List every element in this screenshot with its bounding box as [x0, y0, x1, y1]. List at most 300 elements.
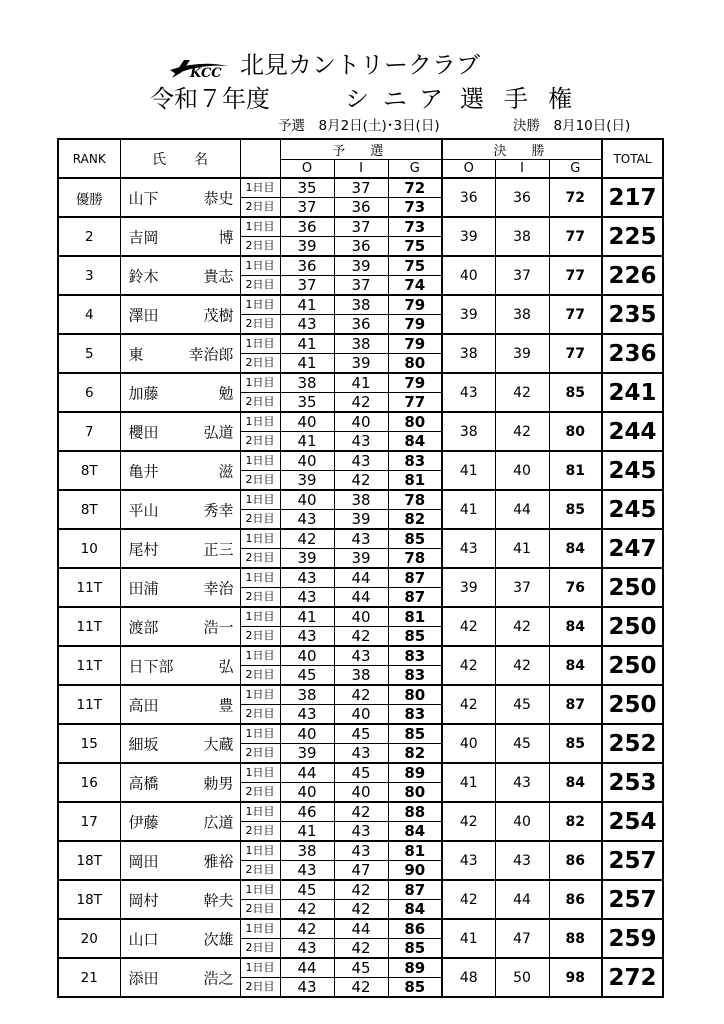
day2-label: 2日目 [240, 861, 280, 881]
tournament-year: 令和７年度 [150, 85, 270, 113]
player-rank: 18T [58, 880, 120, 919]
day1-out: 45 [280, 880, 334, 900]
qualifying-dates: 予選 8月2日(土)･3日(日) [278, 118, 440, 134]
final-gross: 98 [549, 958, 602, 997]
day1-label: 1日目 [240, 685, 280, 705]
player-rank: 18T [58, 841, 120, 880]
final-out: 41 [442, 763, 495, 802]
player-row [58, 217, 663, 237]
day1-out: 40 [280, 490, 334, 510]
results-body [58, 178, 663, 997]
final-gross: 72 [549, 178, 602, 217]
day1-in: 39 [334, 256, 388, 276]
qualifying-gross-header: G [388, 160, 442, 179]
player-given-name: 勉 [218, 384, 234, 402]
day2-gross: 77 [388, 393, 442, 413]
day1-label: 1日目 [240, 490, 280, 510]
final-out: 41 [442, 919, 495, 958]
final-out: 38 [442, 334, 495, 373]
day2-out: 41 [280, 432, 334, 452]
player-name [120, 295, 240, 334]
final-gross: 84 [549, 607, 602, 646]
day2-in: 42 [334, 627, 388, 647]
day2-label: 2日目 [240, 549, 280, 569]
player-surname: 吉岡 [128, 228, 159, 246]
player-rank: 2 [58, 217, 120, 256]
day2-in: 43 [334, 822, 388, 842]
day2-in: 42 [334, 939, 388, 959]
day1-gross: 81 [388, 607, 442, 627]
player-surname: 細坂 [128, 735, 159, 753]
player-surname: 加藤 [128, 384, 159, 402]
final-in: 44 [495, 490, 549, 529]
day2-out: 35 [280, 393, 334, 413]
tournament-title [0, 83, 724, 115]
tournament-char: ニ [383, 85, 407, 113]
final-out: 42 [442, 802, 495, 841]
day2-gross: 87 [388, 588, 442, 608]
day1-out: 38 [280, 841, 334, 861]
final-gross: 84 [549, 646, 602, 685]
player-total: 272 [602, 958, 663, 997]
player-given-name: 豊 [218, 696, 234, 714]
day1-out: 35 [280, 178, 334, 198]
day2-out: 43 [280, 939, 334, 959]
player-rank: 8T [58, 490, 120, 529]
player-given-name: 浩之 [203, 969, 234, 987]
day1-gross: 72 [388, 178, 442, 198]
day2-out: 39 [280, 549, 334, 569]
player-given-name: 幹夫 [203, 891, 234, 909]
day1-gross: 88 [388, 802, 442, 822]
day2-gross: 85 [388, 627, 442, 647]
player-surname: 尾村 [128, 540, 159, 558]
final-in: 39 [495, 334, 549, 373]
player-row [58, 685, 663, 705]
player-name [120, 178, 240, 217]
day2-out: 39 [280, 237, 334, 257]
player-given-name: 正三 [203, 540, 234, 558]
final-gross: 85 [549, 373, 602, 412]
player-total: 244 [602, 412, 663, 451]
day1-in: 43 [334, 451, 388, 471]
day2-label: 2日目 [240, 471, 280, 491]
player-surname: 岡村 [128, 891, 159, 909]
day1-in: 37 [334, 217, 388, 237]
player-rank: 21 [58, 958, 120, 997]
player-total: 253 [602, 763, 663, 802]
player-total: 257 [602, 880, 663, 919]
player-row [58, 763, 663, 783]
day2-gross: 84 [388, 900, 442, 920]
player-given-name: 幸治郎 [188, 345, 234, 363]
day1-label: 1日目 [240, 763, 280, 783]
final-in: 45 [495, 685, 549, 724]
day1-gross: 87 [388, 568, 442, 588]
day2-label: 2日目 [240, 627, 280, 647]
final-gross: 85 [549, 490, 602, 529]
player-total: 245 [602, 490, 663, 529]
player-name [120, 607, 240, 646]
day2-label: 2日目 [240, 432, 280, 452]
day1-label: 1日目 [240, 802, 280, 822]
player-surname: 山下 [128, 189, 159, 207]
day2-label: 2日目 [240, 588, 280, 608]
final-gross: 85 [549, 724, 602, 763]
day2-in: 40 [334, 705, 388, 725]
day1-in: 37 [334, 178, 388, 198]
final-gross: 86 [549, 880, 602, 919]
day2-gross: 81 [388, 471, 442, 491]
player-row [58, 373, 663, 393]
day2-label: 2日目 [240, 666, 280, 686]
final-out: 43 [442, 841, 495, 880]
final-out: 39 [442, 217, 495, 256]
final-out: 42 [442, 880, 495, 919]
final-in: 42 [495, 412, 549, 451]
day1-in: 45 [334, 763, 388, 783]
day2-label: 2日目 [240, 744, 280, 764]
document-header [0, 0, 724, 140]
day1-in: 42 [334, 880, 388, 900]
player-given-name: 秀幸 [203, 501, 234, 519]
player-name [120, 217, 240, 256]
player-surname: 日下部 [128, 657, 174, 675]
player-total: 252 [602, 724, 663, 763]
final-gross: 81 [549, 451, 602, 490]
player-rank: 7 [58, 412, 120, 451]
day2-out: 43 [280, 705, 334, 725]
day1-gross: 89 [388, 763, 442, 783]
tournament-char: ア [419, 85, 443, 113]
player-surname: 岡田 [128, 852, 159, 870]
day1-in: 40 [334, 607, 388, 627]
day1-gross: 79 [388, 334, 442, 354]
final-gross: 82 [549, 802, 602, 841]
day1-gross: 75 [388, 256, 442, 276]
day2-in: 42 [334, 978, 388, 998]
final-gross-header: G [549, 160, 602, 179]
player-row [58, 880, 663, 900]
day1-label: 1日目 [240, 295, 280, 315]
final-in: 40 [495, 802, 549, 841]
player-given-name: 弘 [218, 657, 234, 675]
day2-out: 42 [280, 900, 334, 920]
day2-out: 41 [280, 354, 334, 374]
player-given-name: 浩一 [203, 618, 234, 636]
day2-in: 39 [334, 510, 388, 530]
player-surname: 渡部 [128, 618, 159, 636]
day1-gross: 89 [388, 958, 442, 978]
player-name [120, 724, 240, 763]
final-gross: 88 [549, 919, 602, 958]
player-row [58, 724, 663, 744]
day2-out: 39 [280, 471, 334, 491]
day2-in: 40 [334, 783, 388, 803]
tournament-char: 権 [548, 85, 572, 113]
final-out: 39 [442, 295, 495, 334]
player-rank: 15 [58, 724, 120, 763]
day2-gross: 82 [388, 510, 442, 530]
player-total: 236 [602, 334, 663, 373]
player-row [58, 919, 663, 939]
final-in: 37 [495, 256, 549, 295]
final-in: 41 [495, 529, 549, 568]
final-in: 43 [495, 763, 549, 802]
day1-label: 1日目 [240, 568, 280, 588]
day1-out: 43 [280, 568, 334, 588]
player-row [58, 958, 663, 978]
day1-label: 1日目 [240, 373, 280, 393]
player-total: 247 [602, 529, 663, 568]
day2-gross: 83 [388, 705, 442, 725]
day1-gross: 79 [388, 373, 442, 393]
player-total: 250 [602, 685, 663, 724]
player-row [58, 256, 663, 276]
day2-label: 2日目 [240, 978, 280, 998]
final-out: 43 [442, 373, 495, 412]
player-total: 226 [602, 256, 663, 295]
day2-gross: 78 [388, 549, 442, 569]
day1-label: 1日目 [240, 178, 280, 198]
player-rank: 優勝 [58, 178, 120, 217]
player-rank: 10 [58, 529, 120, 568]
player-rank: 11T [58, 646, 120, 685]
day2-out: 43 [280, 978, 334, 998]
player-total: 225 [602, 217, 663, 256]
final-in: 38 [495, 295, 549, 334]
final-out: 41 [442, 451, 495, 490]
player-given-name: 雅裕 [203, 852, 234, 870]
rank-header: RANK [58, 139, 120, 178]
day2-out: 43 [280, 510, 334, 530]
day2-gross: 85 [388, 978, 442, 998]
day2-gross: 80 [388, 783, 442, 803]
day1-in: 38 [334, 490, 388, 510]
final-out: 36 [442, 178, 495, 217]
day1-in: 44 [334, 568, 388, 588]
day2-out: 45 [280, 666, 334, 686]
day1-gross: 78 [388, 490, 442, 510]
day2-label: 2日目 [240, 783, 280, 803]
final-in: 42 [495, 607, 549, 646]
day1-label: 1日目 [240, 412, 280, 432]
day2-label: 2日目 [240, 705, 280, 725]
results-table [57, 138, 664, 998]
final-out: 40 [442, 724, 495, 763]
day2-out: 40 [280, 783, 334, 803]
player-name [120, 958, 240, 997]
player-total: 245 [602, 451, 663, 490]
player-name [120, 490, 240, 529]
day1-label: 1日目 [240, 607, 280, 627]
day1-out: 42 [280, 919, 334, 939]
day1-out: 38 [280, 373, 334, 393]
day2-out: 43 [280, 315, 334, 335]
player-rank: 11T [58, 607, 120, 646]
final-gross: 87 [549, 685, 602, 724]
day2-in: 39 [334, 549, 388, 569]
day2-label: 2日目 [240, 315, 280, 335]
day2-label: 2日目 [240, 198, 280, 218]
player-total: 250 [602, 646, 663, 685]
day1-gross: 81 [388, 841, 442, 861]
player-row [58, 529, 663, 549]
day2-label: 2日目 [240, 822, 280, 842]
player-given-name: 幸治 [203, 579, 234, 597]
player-surname: 澤田 [128, 306, 159, 324]
day1-out: 44 [280, 763, 334, 783]
final-in: 37 [495, 568, 549, 607]
final-out: 42 [442, 646, 495, 685]
club-name: 北見カントリークラブ [240, 51, 480, 79]
day1-out: 40 [280, 451, 334, 471]
final-in: 50 [495, 958, 549, 997]
final-in: 44 [495, 880, 549, 919]
total-header: TOTAL [602, 139, 663, 178]
final-out: 38 [442, 412, 495, 451]
day1-in: 43 [334, 529, 388, 549]
day1-label: 1日目 [240, 334, 280, 354]
final-out: 39 [442, 568, 495, 607]
player-given-name: 弘道 [203, 423, 234, 441]
day1-gross: 80 [388, 412, 442, 432]
day1-out: 41 [280, 334, 334, 354]
day1-in: 38 [334, 334, 388, 354]
day1-gross: 79 [388, 295, 442, 315]
day1-gross: 87 [388, 880, 442, 900]
player-name [120, 763, 240, 802]
player-given-name: 貴志 [203, 267, 234, 285]
player-row [58, 295, 663, 315]
day1-gross: 80 [388, 685, 442, 705]
day2-gross: 85 [388, 939, 442, 959]
player-surname: 田浦 [128, 579, 159, 597]
player-surname: 櫻田 [128, 423, 159, 441]
day2-gross: 82 [388, 744, 442, 764]
final-in: 45 [495, 724, 549, 763]
player-total: 241 [602, 373, 663, 412]
final-in-header: I [495, 160, 549, 179]
day2-out: 43 [280, 627, 334, 647]
player-name [120, 334, 240, 373]
player-name [120, 841, 240, 880]
tournament-char: 手 [504, 85, 528, 113]
final-gross: 77 [549, 295, 602, 334]
player-surname: 東 [128, 345, 144, 363]
player-row [58, 334, 663, 354]
svg-text:KCC: KCC [190, 66, 222, 80]
day2-in: 47 [334, 861, 388, 881]
player-row [58, 568, 663, 588]
day2-in: 37 [334, 276, 388, 296]
day2-gross: 84 [388, 432, 442, 452]
player-name [120, 373, 240, 412]
day2-in: 43 [334, 432, 388, 452]
day2-in: 36 [334, 198, 388, 218]
day2-in: 36 [334, 237, 388, 257]
final-out: 48 [442, 958, 495, 997]
day1-label: 1日目 [240, 958, 280, 978]
player-given-name: 大蔵 [203, 735, 234, 753]
player-rank: 4 [58, 295, 120, 334]
day2-label: 2日目 [240, 900, 280, 920]
player-row [58, 412, 663, 432]
day2-in: 36 [334, 315, 388, 335]
final-in: 42 [495, 646, 549, 685]
day1-label: 1日目 [240, 646, 280, 666]
final-out: 42 [442, 685, 495, 724]
day2-out: 43 [280, 861, 334, 881]
day-header-blank [240, 139, 280, 178]
player-rank: 5 [58, 334, 120, 373]
day1-in: 42 [334, 685, 388, 705]
player-surname: 高橋 [128, 774, 159, 792]
day1-label: 1日目 [240, 451, 280, 471]
player-total: 235 [602, 295, 663, 334]
day1-label: 1日目 [240, 919, 280, 939]
day1-gross: 86 [388, 919, 442, 939]
day2-label: 2日目 [240, 354, 280, 374]
day2-label: 2日目 [240, 237, 280, 257]
day2-gross: 84 [388, 822, 442, 842]
player-row [58, 841, 663, 861]
final-gross: 80 [549, 412, 602, 451]
day1-label: 1日目 [240, 724, 280, 744]
day2-in: 44 [334, 588, 388, 608]
day2-in: 42 [334, 471, 388, 491]
final-out: 40 [442, 256, 495, 295]
player-surname: 添田 [128, 969, 159, 987]
day2-gross: 75 [388, 237, 442, 257]
day1-out: 40 [280, 724, 334, 744]
player-surname: 亀井 [128, 462, 159, 480]
day1-gross: 85 [388, 529, 442, 549]
day1-out: 42 [280, 529, 334, 549]
final-gross: 86 [549, 841, 602, 880]
day1-in: 41 [334, 373, 388, 393]
player-total: 250 [602, 568, 663, 607]
final-out-header: O [442, 160, 495, 179]
player-name [120, 685, 240, 724]
player-surname: 高田 [128, 696, 159, 714]
player-name [120, 529, 240, 568]
final-out: 41 [442, 490, 495, 529]
player-rank: 17 [58, 802, 120, 841]
day2-out: 43 [280, 588, 334, 608]
day1-label: 1日目 [240, 880, 280, 900]
player-row [58, 451, 663, 471]
day1-label: 1日目 [240, 256, 280, 276]
day1-out: 40 [280, 646, 334, 666]
final-in: 47 [495, 919, 549, 958]
player-surname: 平山 [128, 501, 159, 519]
day2-label: 2日目 [240, 393, 280, 413]
final-gross: 77 [549, 256, 602, 295]
day1-out: 41 [280, 295, 334, 315]
day1-in: 38 [334, 295, 388, 315]
day2-out: 39 [280, 744, 334, 764]
day1-out: 36 [280, 256, 334, 276]
player-rank: 3 [58, 256, 120, 295]
day2-out: 41 [280, 822, 334, 842]
player-total: 250 [602, 607, 663, 646]
day1-label: 1日目 [240, 529, 280, 549]
player-name [120, 646, 240, 685]
player-row [58, 178, 663, 198]
final-in: 43 [495, 841, 549, 880]
final-out: 42 [442, 607, 495, 646]
